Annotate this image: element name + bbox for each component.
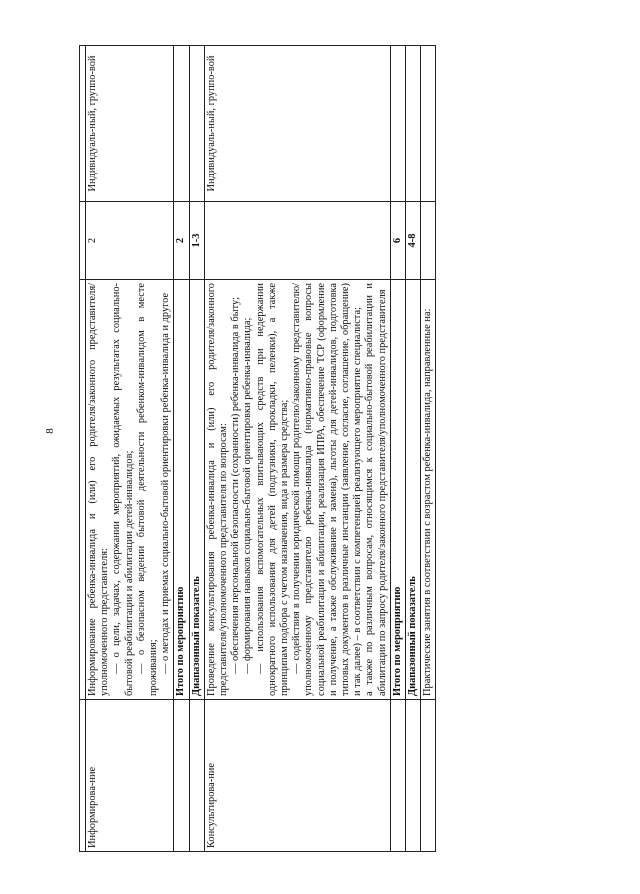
informing-intro: Информирование ребенка-инвалида и (или) его родителя/законного представителя/уполномоченного представителя:: [87, 283, 111, 696]
informing-item: — о методах и приемах социально-бытовой ориентировки ребенка-инвалида и другое: [160, 292, 172, 674]
table-row-informing-total: [174, 46, 189, 852]
table-row-informing-range: [189, 46, 204, 852]
table-row-consulting: [204, 46, 390, 852]
consulting-item: — формирования навыков социально-бытовой ориентировки ребенка-инвалида;: [242, 317, 254, 674]
informing-item: — о безопасном ведении бытовой деятельности ребенком-инвалидом в месте проживания;: [135, 283, 160, 696]
consulting-content-cell: [204, 280, 390, 700]
consulting-type-cell: Консультирова-ние: [204, 700, 390, 852]
informing-type-cell: Информирова-ние: [86, 700, 174, 852]
table-row-practical: [421, 46, 436, 852]
informing-total-value: 2: [174, 202, 189, 280]
table-row-consulting-total: [390, 46, 405, 852]
practical-cell: Практические занятия в соответствии с возрастом ребенка-инвалида, направленные на:: [421, 280, 436, 700]
rotated-table-page: [79, 46, 559, 852]
consulting-range-label: Диапазонный показатель: [406, 280, 421, 700]
page-number: 8: [44, 428, 56, 434]
informing-content-cell: [86, 280, 174, 700]
consulting-form-cell: Индивидуаль-ный, группо-вой: [204, 46, 390, 202]
informing-range-value: 1-3: [189, 202, 204, 280]
consulting-item: — обеспечения персональной безопасности (сохранности) ребенка-инвалида в быту;: [230, 297, 242, 674]
table-row-consulting-range: [406, 46, 421, 852]
consulting-tail: а также по различным вопросам, относящимся к социально-бытовой реабилитации и абилитации по запросу родителя/законного представителя/уполномоченного представителя: [364, 283, 388, 696]
informing-total-label: Итого по мероприятию: [174, 280, 189, 700]
informing-count-cell: 2: [86, 202, 174, 280]
consulting-total-label: Итого по мероприятию: [390, 280, 405, 700]
table-row-informing: [86, 46, 174, 852]
consulting-item: — использования вспомогательных впитывающих средств при недержании однократного использования для детей (подгузники, прокладки, пеленки), а также принципам подбора с учетом назначения, вида и размера средства;: [254, 283, 291, 696]
informing-range-label: Диапазонный показатель: [189, 280, 204, 700]
consulting-range-value: 4-8: [406, 202, 421, 280]
consulting-item: — содействия в получении юридической помощи родителю/законному представителю/уполномоченному представителю ребенка-инвалида (нормативно-правовые вопросы социальной реабилитации и абилитации, реализация ИПРА, обеспечение ТСР (оформление и получение, а также обслуживание и замена), льготы для детей-инвалидов, подготовка типовых документов в различные инстанции (заявление, согласие, соглашение, обращение) и так далее) – в соответствии с компетенцией реализующего мероприятие специалиста;: [291, 283, 364, 696]
consulting-intro: Проведение консультирования ребенка-инвалида и (или) его родителя/законного представителя/уполномоченного представителя по вопросам:: [205, 283, 230, 696]
informing-form-cell: Индивидуаль-ный, группо-вой: [86, 46, 174, 202]
rehabilitation-table: [79, 45, 436, 852]
informing-item: — о цели, задачах, содержании мероприятий, ожидаемых результатах социально-бытовой реабилитации и абилитации детей-инвалидов;: [111, 283, 135, 696]
consulting-total-value: 6: [390, 202, 405, 280]
